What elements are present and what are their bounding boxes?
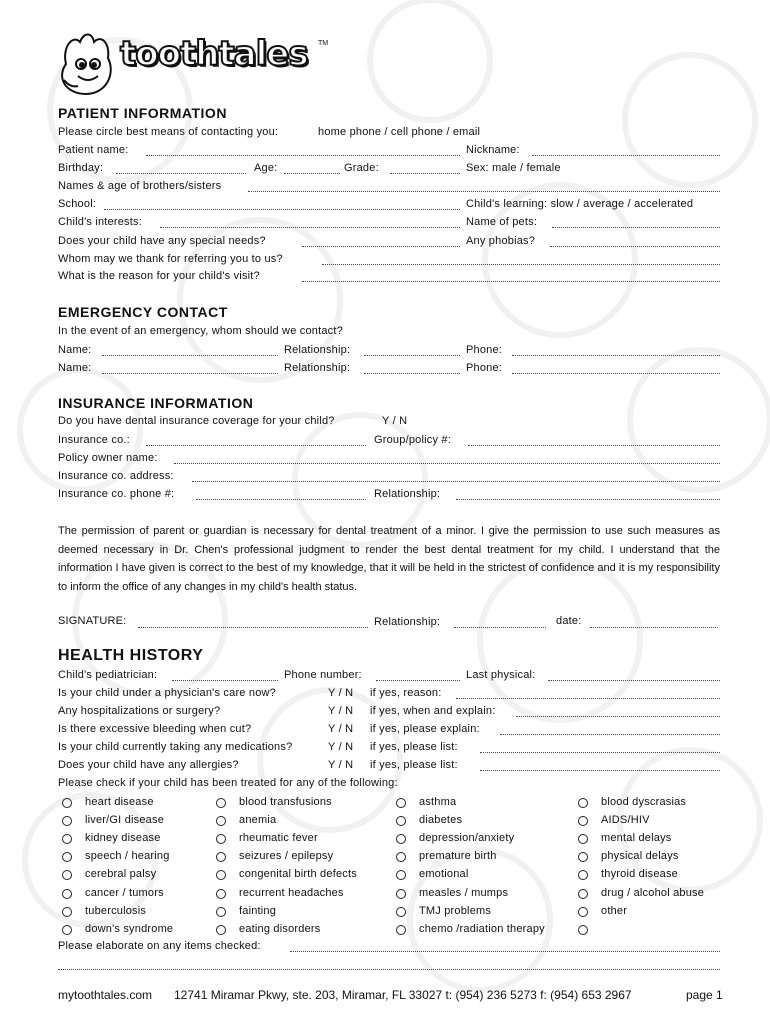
emergency-prompt: In the event of an emergency, whom should we contact? <box>58 325 343 337</box>
condition-label: eating disorders <box>239 922 321 935</box>
condition-checkbox[interactable] <box>578 798 588 808</box>
condition-label: drug / alcohol abuse <box>601 886 705 899</box>
emergency-name-field-1[interactable] <box>102 355 278 356</box>
condition-label: TMJ problems <box>419 904 492 917</box>
phobias-label: Any phobias? <box>466 235 536 247</box>
condition-label: emotional <box>419 868 469 881</box>
footer-page: page 1 <box>686 988 723 1002</box>
referral-field[interactable] <box>322 264 720 265</box>
question-text: Is your child under a physician's care now? <box>58 687 276 699</box>
condition-checkbox[interactable] <box>216 798 226 808</box>
condition-checkbox[interactable] <box>396 889 406 899</box>
emergency-phone-field-1[interactable] <box>512 355 720 356</box>
condition-label: cerebral palsy <box>85 868 157 881</box>
special-needs-label: Does your child have any special needs? <box>58 235 266 247</box>
condition-label: congenital birth defects <box>239 868 357 881</box>
special-needs-field[interactable] <box>302 246 460 247</box>
condition-label: asthma <box>419 796 457 808</box>
phobias-field[interactable] <box>550 246 720 247</box>
school-field[interactable] <box>104 209 460 210</box>
grade-label: Grade: <box>344 162 379 174</box>
policy-owner-label: Policy owner name: <box>58 452 158 464</box>
question-field[interactable] <box>456 698 720 699</box>
emergency-phone-label-1: Phone: <box>466 344 503 356</box>
condition-label: tuberculosis <box>85 904 147 917</box>
condition-label: physical delays <box>601 850 679 863</box>
contact-prompt: Please circle best means of contacting you: <box>58 126 279 138</box>
condition-checkbox[interactable] <box>578 925 588 935</box>
insurance-relationship-label: Relationship: <box>374 488 441 500</box>
condition-label: speech / hearing <box>85 850 170 863</box>
emergency-relationship-label-1: Relationship: <box>284 344 351 356</box>
insurance-phone-label: Insurance co. phone #: <box>58 488 175 500</box>
nickname-field[interactable] <box>532 155 720 156</box>
condition-checkbox[interactable] <box>62 798 72 808</box>
condition-label: cancer / tumors <box>85 886 164 899</box>
footer-website[interactable]: mytoothtales.com <box>58 988 153 1002</box>
condition-label: kidney disease <box>85 832 161 845</box>
condition-checkbox[interactable] <box>62 889 72 899</box>
condition-label: diabetes <box>419 814 463 827</box>
condition-label: blood transfusions <box>239 796 332 808</box>
condition-label: AIDS/HIV <box>601 814 650 827</box>
insurance-company-field[interactable] <box>146 445 366 446</box>
age-label: Age: <box>254 162 278 174</box>
grade-field[interactable] <box>390 173 460 174</box>
question-field[interactable] <box>516 716 720 717</box>
condition-label: down's syndrome <box>85 922 174 935</box>
emergency-name-label-2: Name: <box>58 362 92 374</box>
condition-label: recurrent headaches <box>239 886 344 899</box>
patient-heading: PATIENT INFORMATION <box>58 105 227 121</box>
emergency-relationship-field-2[interactable] <box>364 373 460 374</box>
age-field[interactable] <box>284 173 340 174</box>
condition-label: other <box>601 904 628 917</box>
reason-label: What is the reason for your child's visit? <box>58 270 260 282</box>
insurance-phone-field[interactable] <box>196 499 366 500</box>
condition-label: depression/anxiety <box>419 832 515 845</box>
question-followup: if yes, please list: <box>370 759 458 771</box>
condition-label: mental delays <box>601 832 672 845</box>
referral-label: Whom may we thank for referring you to us? <box>58 253 283 265</box>
consent-paragraph: The permission of parent or guardian is necessary for dental treatment of a minor. I give the permission to use such measures as deemed necessary in Dr. Chen's professional judgment to render the best dental treatment for my child. I understand that the information I have given is correct to the best of my knowledge, that it will be held in the strictest of confidence and it is my responsibility to inform the office of any changes in my child's health status. <box>58 525 720 593</box>
emergency-phone-field-2[interactable] <box>512 373 720 374</box>
insurance-company-label: Insurance co.: <box>58 434 130 446</box>
condition-label: thyroid disease <box>601 868 678 881</box>
elaborate-field[interactable] <box>290 951 720 952</box>
learning-options[interactable]: Child's learning: slow / average / accelerated <box>466 198 694 210</box>
question-text: Any hospitalizations or surgery? <box>58 705 221 717</box>
condition-checkbox[interactable] <box>216 889 226 899</box>
question-followup: if yes, reason: <box>370 687 442 699</box>
consent-relationship-label: Relationship: <box>374 616 441 628</box>
condition-label: anemia <box>239 814 277 827</box>
toothtales-logo <box>58 28 338 98</box>
question-yn[interactable]: Y / N <box>328 705 354 717</box>
birthday-label: Birthday: <box>58 162 104 174</box>
emergency-phone-label-2: Phone: <box>466 362 503 374</box>
interests-label: Child's interests: <box>58 216 142 228</box>
elaborate-field-2[interactable] <box>58 969 720 970</box>
pediatrician-phone-field[interactable] <box>376 680 460 681</box>
question-yn[interactable]: Y / N <box>328 759 354 771</box>
birthday-field[interactable] <box>116 173 246 174</box>
question-yn[interactable]: Y / N <box>328 741 354 753</box>
insurance-relationship-field[interactable] <box>456 499 720 500</box>
insurance-heading: INSURANCE INFORMATION <box>58 395 254 411</box>
check-prompt: Please check if your child has been treated for any of the following: <box>58 777 398 789</box>
school-label: School: <box>58 198 97 210</box>
condition-checkbox[interactable] <box>396 907 406 917</box>
question-text: Is there excessive bleeding when cut? <box>58 723 252 735</box>
condition-label: blood dyscrasias <box>601 796 687 808</box>
question-yn[interactable]: Y / N <box>328 687 354 699</box>
sex-options[interactable]: Sex: male / female <box>466 162 561 174</box>
emergency-name-field-2[interactable] <box>102 373 278 374</box>
condition-label: fainting <box>239 904 277 917</box>
nickname-label: Nickname: <box>466 144 520 156</box>
condition-checkbox[interactable] <box>216 925 226 935</box>
condition-checkbox[interactable] <box>396 925 406 935</box>
emergency-name-label-1: Name: <box>58 344 92 356</box>
health-heading: HEALTH HISTORY <box>58 647 204 664</box>
interests-field[interactable] <box>160 227 460 228</box>
question-field[interactable] <box>480 752 720 753</box>
condition-checkbox[interactable] <box>216 907 226 917</box>
condition-checkbox[interactable] <box>396 798 406 808</box>
condition-label: seizures / epilepsy <box>239 850 334 863</box>
siblings-field[interactable] <box>248 191 720 192</box>
condition-label: premature birth <box>419 850 497 863</box>
pediatrician-phone-label: Phone number: <box>284 669 362 681</box>
pets-label: Name of pets: <box>466 216 538 228</box>
question-field[interactable] <box>500 734 720 735</box>
condition-label: heart disease <box>85 796 154 808</box>
condition-label: rheumatic fever <box>239 832 318 845</box>
insurance-address-field[interactable] <box>192 481 720 482</box>
footer-address: 12741 Miramar Pkwy, ste. 203, Miramar, FL 33027 t: (954) 236 5273 f: (954) 653 2967 <box>174 988 632 1002</box>
date-field[interactable] <box>590 627 718 628</box>
question-followup: if yes, please explain: <box>370 723 480 735</box>
insurance-yn[interactable]: Y / N <box>382 415 408 427</box>
pediatrician-field[interactable] <box>172 680 278 681</box>
contact-options[interactable]: home phone / cell phone / email <box>318 126 481 138</box>
siblings-label: Names & age of brothers/sisters <box>58 180 222 192</box>
consent-relationship-field[interactable] <box>454 627 546 628</box>
last-physical-label: Last physical: <box>466 669 536 681</box>
question-field[interactable] <box>480 770 720 771</box>
question-text: Is your child currently taking any medications? <box>58 741 293 753</box>
condition-label: chemo /radiation therapy <box>419 922 545 935</box>
condition-checkbox[interactable] <box>578 889 588 899</box>
patient-name-label: Patient name: <box>58 144 129 156</box>
group-policy-field[interactable] <box>468 445 720 446</box>
question-yn[interactable]: Y / N <box>328 723 354 735</box>
insurance-address-label: Insurance co. address: <box>58 470 174 482</box>
insurance-question: Do you have dental insurance coverage for your child? <box>58 415 335 427</box>
signature-field[interactable] <box>138 627 368 628</box>
group-policy-label: Group/policy #: <box>374 434 451 446</box>
question-text: Does your child have any allergies? <box>58 759 239 771</box>
elaborate-label: Please elaborate on any items checked: <box>58 940 261 952</box>
signature-label: SIGNATURE: <box>58 615 127 627</box>
condition-checkbox[interactable] <box>62 907 72 917</box>
trademark: TM <box>318 40 329 47</box>
policy-owner-field[interactable] <box>174 463 720 464</box>
question-followup: if yes, when and explain: <box>370 705 496 717</box>
question-followup: if yes, please list: <box>370 741 458 753</box>
emergency-relationship-label-2: Relationship: <box>284 362 351 374</box>
brand-name: toothtales <box>120 34 308 74</box>
pets-field[interactable] <box>552 227 720 228</box>
condition-label: measles / mumps <box>419 886 509 899</box>
emergency-heading: EMERGENCY CONTACT <box>58 304 228 320</box>
reason-field[interactable] <box>302 281 720 282</box>
condition-checkbox[interactable] <box>62 925 72 935</box>
condition-checkbox[interactable] <box>578 907 588 917</box>
patient-name-field[interactable] <box>146 155 460 156</box>
date-label: date: <box>556 615 582 627</box>
last-physical-field[interactable] <box>548 680 720 681</box>
emergency-relationship-field-1[interactable] <box>364 355 460 356</box>
condition-label: liver/GI disease <box>85 814 165 827</box>
pediatrician-label: Child's pediatrician: <box>58 669 158 681</box>
